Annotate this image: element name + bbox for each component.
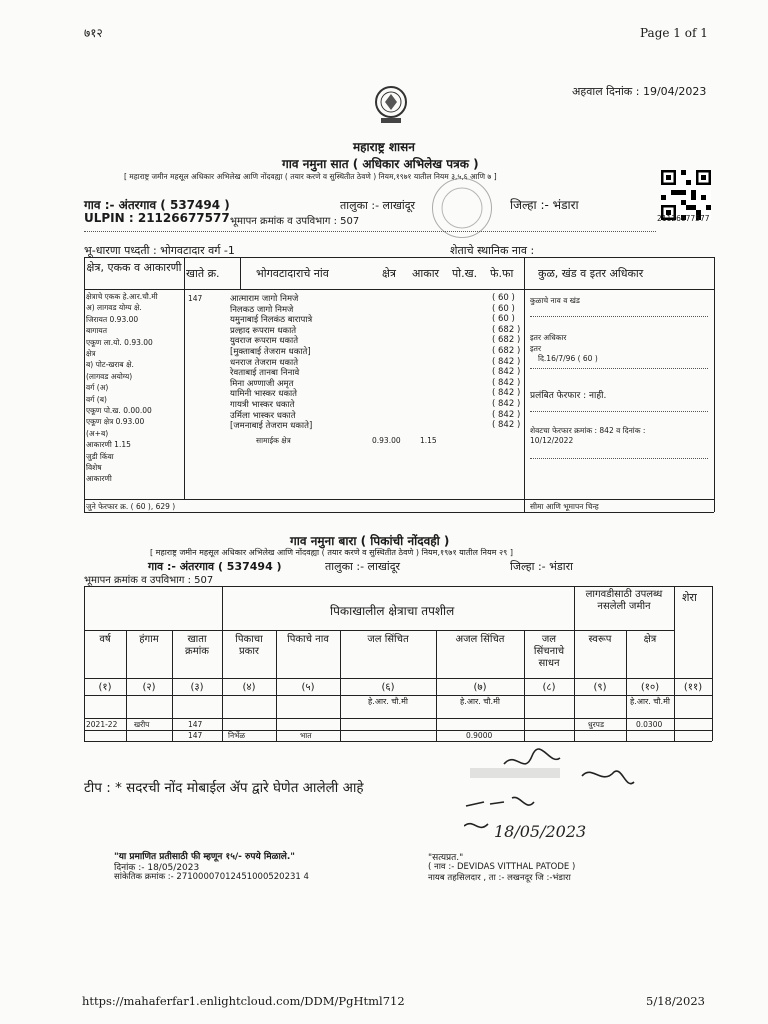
local-field-name: शेताचे स्थानिक नाव : [450,244,535,257]
crop-column-header: जल सिंचनाचे साधन [533,634,565,669]
crop-column-number: (६) [381,682,395,693]
area-summary-line: जिरायत 0.93.00 [86,314,139,324]
joint-area-value: 0.93.00 [372,436,401,445]
owner-mutation-ref: ( 842 ) [492,367,521,378]
owner-name: [जमनाबाई तेजराम धकाते] [230,421,313,432]
source-url[interactable]: https://mahaferfar1.enlightcloud.com/DDM/PgHtml712 [82,994,405,1008]
qr-code [661,170,711,220]
area-summary-line: एकूण ला.यो. 0.93.00 [86,337,153,347]
qr-id: 21126677577 [657,214,710,223]
last-mutation: शेवटचा फेरफार क्रमांक : 842 व दिनांक : [530,426,646,435]
crop-column-header: जल सिंचित [367,634,409,645]
report-date: अहवाल दिनांक : 19/04/2023 [572,85,707,98]
crop-column-header: स्वरूप [588,634,612,645]
header-rights: कुळ, खंड व इतर अधिकार [538,267,644,280]
crop-column-header: पिकाचा प्रकार [235,634,263,657]
owner-name: [मुक्ताबाई तेजराम धकाते] [230,347,311,357]
form12-district: जिल्हा :- भंडारा [510,560,573,573]
form12-survey: भूमापन क्रमांक व उपविभाग : 507 [84,575,214,586]
other-rights-date: दि.16/7/96 ( 60 ) [538,354,598,363]
khata-number: 147 [188,294,203,303]
tenant-label: कुळाचे नाव व खंड [530,296,580,305]
area-summary-line: अ) लागवड योग्य क्षे. [86,303,142,313]
other-rights-label: इतर अधिकार [530,333,567,342]
crop-column-number: (१) [98,682,112,693]
verification-code: सांकेतिक क्रमांक :- 27100007012451000520231 4 [114,872,309,882]
print-date: 5/18/2023 [646,994,705,1008]
header-area-unit: क्षेत्र, एकक व आकारणी [86,261,182,274]
unavailable-area: 0.0300 [636,720,663,729]
area-summary-line: वर्ग (अ) [86,383,109,393]
owner-mutation-ref: ( 682 ) [492,324,521,335]
unit-area: हे.आर. चौ.मी [630,697,670,706]
ulpin: ULPIN : 21126677577 [84,211,230,225]
survey-number: भूमापन क्रमांक व उपविभाग : 507 [230,216,360,227]
fee-date: दिनांक :- 18/05/2023 [114,863,200,873]
area-summary-line: क्षेत्राचे एकक हे.आर.चौ.मी [86,292,158,301]
owner-mutation-ref: ( 682 ) [492,335,521,346]
old-mutations: जुने फेरफार क्र. ( 60 ), 629 ) [86,502,176,511]
crop-column-number: (११) [683,682,703,693]
govt-title: महाराष्ट्र शासन [353,140,415,154]
owner-mutation-ref: ( 842 ) [492,409,521,420]
office-stamp [432,178,492,238]
crop-column-number: (२) [142,682,156,693]
crop-khata-1: 147 [188,720,203,729]
last-mutation-date: 10/12/2022 [530,436,574,445]
crop-name: भात [300,731,312,740]
area-summary-line: एकूण पो.ख. 0.00.00 [86,406,152,415]
area-summary-line: ब) पोट-खराब क्षे. [86,360,134,370]
owner-name: यमुनाबाई निलकंठ बारापात्रे [230,315,313,326]
area-summary-line: जुडी किंवा [86,451,114,461]
owner-name: धनराज तेजराम धकाते [230,357,299,368]
form-number: ७१२ [84,26,103,40]
area-summary-line: आकारणी 1.15 [86,440,131,450]
tenure: भू-धारणा पध्दती : भोगवटादार वर्ग -1 [84,244,235,257]
crop-column-header: पिकाचे नाव [287,634,329,645]
owner-name: आत्माराम जागो निमजे [230,294,299,304]
crop-column-number: (३) [190,682,204,693]
crop-column-number: (१०) [640,682,660,693]
area-summary-line: (लागवड अयोग्य) [86,371,133,381]
owner-mutation-ref: ( 842 ) [492,356,521,367]
taluka: तालुका :- लाखांदूर [340,199,416,212]
officer-designation: नायब तहसिलदार , ता :- लखनदूर जि :-भंडारा [428,873,571,883]
header-assessment: आकार [412,267,440,280]
remark-header: शेरा [682,591,697,604]
crop-column-header: हंगाम [139,634,159,645]
district: जिल्हा :- भंडारा [510,198,579,212]
crop-column-number: (९) [593,682,607,693]
unit-non-irrigated: हे.आर. चौ.मी [460,697,500,706]
form12-taluka: तालुका :- लाखांदूर [325,560,401,573]
crop-column-number: (७) [473,682,487,693]
unit-irrigated: हे.आर. चौ.मी [368,697,408,706]
area-summary-line: वर्ग (ब) [86,394,107,404]
form12-village: गाव :- अंतरगाव ( 537494 ) [148,560,282,573]
form12-title: गाव नमुना बारा ( पिकांची नोंदवही ) [290,534,450,548]
page-label: Page 1 of 1 [640,26,708,40]
crop-column-header: क्षेत्र [643,634,657,645]
area-summary-line: क्षेत्र [86,349,96,358]
crop-area-group-header: पिकाखालील क्षेत्राचा तपशील [330,604,455,618]
state-emblem [371,84,411,126]
owner-name: उर्मिला भास्कर धकाते [230,410,296,421]
owner-name: निलकठ जागो निमजे [230,304,294,315]
area-summary-line: एकूण क्षेत्र 0.93.00 [86,417,145,427]
owner-name: मिना अण्णाजी अमृत [230,378,294,389]
owner-mutation-ref: ( 842 ) [492,388,521,399]
owner-mutation-ref: ( 60 ) [492,303,515,314]
owner-mutation-ref: ( 682 ) [492,346,521,356]
header-pokharab: पो.ख. [452,267,478,280]
unavailable-land-header: लागवडीसाठी उपलब्ध नसलेली जमीन [585,589,663,612]
crop-column-number: (८) [542,682,556,693]
owner-mutation-ref: ( 842 ) [492,377,521,388]
header-ferfar: फे.फा [490,267,514,280]
form7-rule-line: [ महाराष्ट्र जमीन महसूल अधिकार अभिलेख आणि नोंदवह्या ( तयार करणे व सुस्थितीत ठेवणे ) नियम,१९७१ यातील नियम ३,५,६ आणि ७ ] [124,172,497,181]
fee-line: "या प्रमाणित प्रतीसाठी फी म्हणून १५/- रुपये मिळाले." [114,852,295,862]
owner-name: गायत्री भास्कर धकाते [230,400,295,410]
crop-non-irrigated-area: 0.9000 [466,731,493,740]
village: गाव :- अंतरगाव ( 537494 ) [84,198,230,212]
pending-mutation: प्रलंबित फेरफार : नाही. [530,391,607,401]
joint-assessment-value: 1.15 [420,436,437,445]
owner-mutation-ref: ( 60 ) [492,314,515,325]
other-rights-itar: इतर [530,344,542,353]
boundary-marks: सीमा आणि भूमापन चिन्ह [530,502,599,511]
crop-column-header: खाता क्रमांक [185,634,209,657]
officer-name: ( नाव :- DEVIDAS VITTHAL PATODE ) [428,862,576,872]
form7-title: गाव नमुना सात ( अधिकार अभिलेख पत्रक ) [282,157,479,171]
area-summary-line: (अ+ब) [86,428,109,438]
joint-area-label: सामाईक क्षेत्र [256,436,291,445]
true-copy-label: "सत्यप्रत." [428,853,464,863]
owner-mutation-ref: ( 842 ) [492,399,521,409]
unavailable-nature: धुरपड [588,720,604,729]
separator-dotted [84,231,656,232]
form12-rule-line: [ महाराष्ट्र जमीन महसूल अधिकार अभिलेख आणि नोंदवह्या ( तयार करणे व सुस्थितीत ठेवणे ) नियम,१९७१ यातील नियम २९ ] [150,548,513,557]
header-owner: भोगवटादाराचे नांव [256,267,329,280]
crop-year: 2021-22 [86,720,118,729]
owner-mutation-ref: ( 842 ) [492,420,521,431]
owner-name: यामिनी भास्कर धकाते [230,389,298,400]
mobile-app-note: टीप : * सदरची नोंद मोबाईल ॲप द्वारे घेणेत आलेली आहे [84,780,364,796]
crop-column-header: वर्ष [99,634,111,645]
owner-name: युवराज रूपराम धकाते [230,336,299,347]
owner-name: रेवताबाई तानबा निनावे [230,368,300,379]
crop-season: खरीप [134,720,150,729]
crop-khata-2: 147 [188,731,203,740]
crop-column-number: (४) [242,682,256,693]
header-area: क्षेत्र [382,267,396,280]
crop-column-number: (५) [301,682,315,693]
area-summary-line: विशेष [86,463,102,472]
area-summary-line: आकारणी [86,474,112,484]
owner-name: प्रल्हाद रूपराम धकाते [230,325,297,336]
signature-date: 18/05/2023 [494,822,587,841]
header-khata: खाते क्र. [186,267,220,280]
area-summary-line: बागायत [86,326,108,336]
owner-mutation-ref: ( 60 ) [492,293,515,303]
crop-column-header: अजल सिंचित [455,634,505,645]
crop-type: निर्भेळ [228,731,246,740]
